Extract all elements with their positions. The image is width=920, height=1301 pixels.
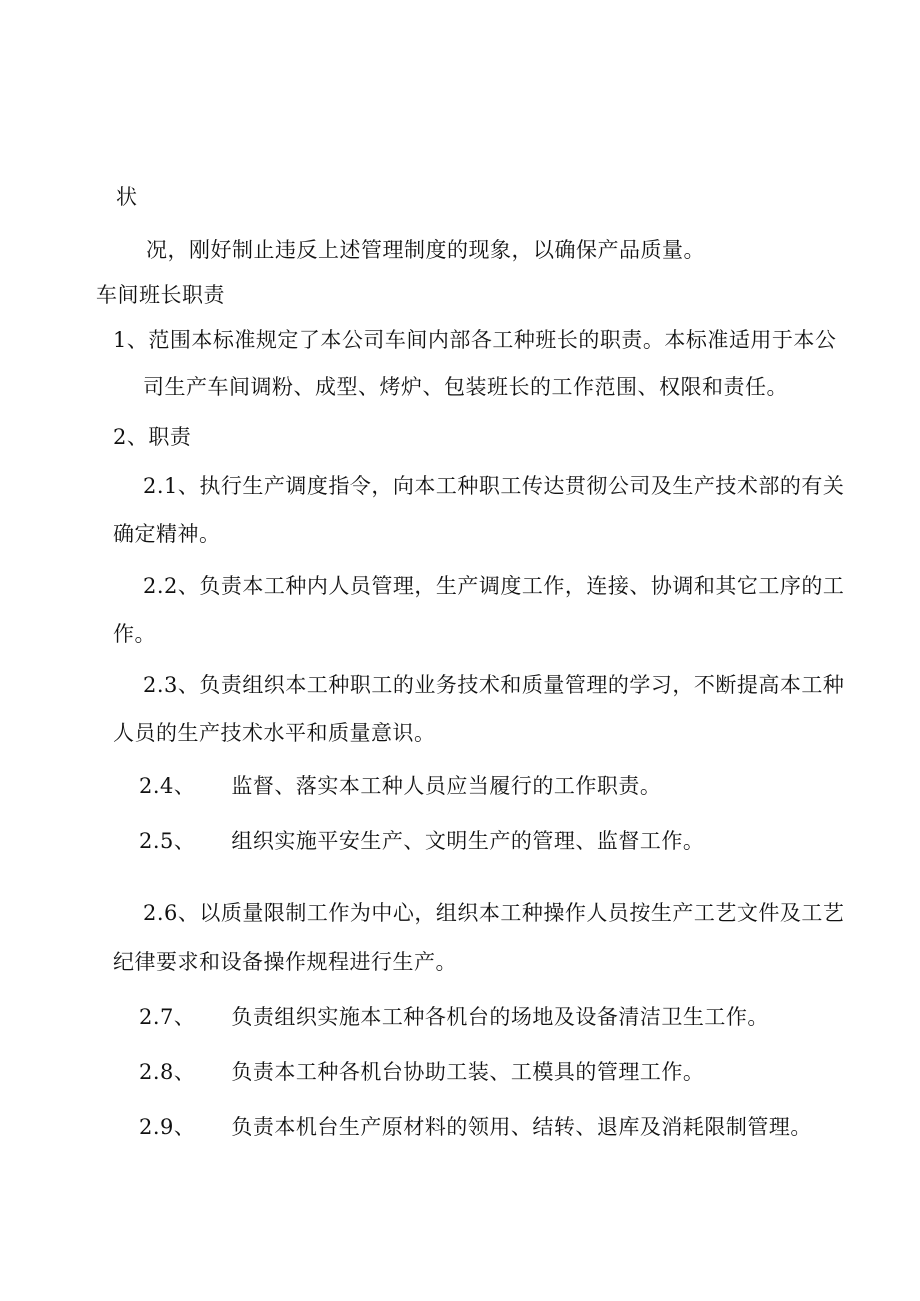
duty-2-1-line1: 2.1、执行生产调度指令，向本工种职工传达贯彻公司及生产技术部的有关 (143, 474, 845, 498)
duty-2-4-text: 监督、落实本工种人员应当履行的工作职责。 (231, 774, 662, 798)
duty-2-9-number: 2.9、 (139, 1115, 196, 1139)
item1-line2: 司生产车间调粉、成型、烤炉、包装班长的工作范围、权限和责任。 (143, 375, 788, 399)
duty-2-8-number: 2.8、 (139, 1060, 196, 1084)
duty-2-2-line1: 2.2、负责本工种内人员管理，生产调度工作，连接、协调和其它工序的工 (143, 574, 845, 598)
duty-2-5 (139, 831, 704, 852)
duty-2-7 (139, 1007, 769, 1028)
duty-2-3-line1: 2.3、负责组织本工种职工的业务技术和质量管理的学习，不断提高本工种 (143, 673, 845, 697)
duty-2-3-line2: 人员的生产技术水平和质量意识。 (113, 721, 436, 745)
duty-2-5-text: 组织实施平安生产、文明生产的管理、监督工作。 (231, 829, 705, 853)
intro-continuation: 况，刚好制止违反上述管理制度的现象，以确保产品质量。 (146, 238, 705, 262)
duty-2-4-number: 2.4、 (139, 774, 196, 798)
duty-2-7-number: 2.7、 (139, 1005, 196, 1029)
duty-2-7-text: 负责组织实施本工种各机台的场地及设备清洁卫生工作。 (231, 1005, 769, 1029)
duty-2-9-text: 负责本机台生产原材料的领用、结转、退库及消耗限制管理。 (231, 1115, 812, 1139)
item2-heading: 2、职责 (113, 425, 192, 449)
item1-line1: 1、范围本标准规定了本公司车间内部各工种班长的职责。本标准适用于本公 (113, 328, 837, 352)
duty-2-8 (139, 1062, 704, 1083)
duty-2-1-line2: 确定精神。 (113, 522, 221, 546)
top-fragment: 状 (116, 185, 138, 209)
duty-2-2-line2: 作。 (113, 622, 156, 646)
duty-2-5-number: 2.5、 (139, 829, 196, 853)
duty-2-9 (139, 1117, 812, 1138)
section-title: 车间班长职责 (96, 283, 225, 307)
duty-2-8-text: 负责本工种各机台协助工装、工模具的管理工作。 (231, 1060, 705, 1084)
duty-2-6-line2: 纪律要求和设备操作规程进行生产。 (113, 950, 457, 974)
duty-2-6-line1: 2.6、以质量限制工作为中心，组织本工种操作人员按生产工艺文件及工艺 (143, 901, 845, 925)
duty-2-4 (139, 776, 661, 797)
